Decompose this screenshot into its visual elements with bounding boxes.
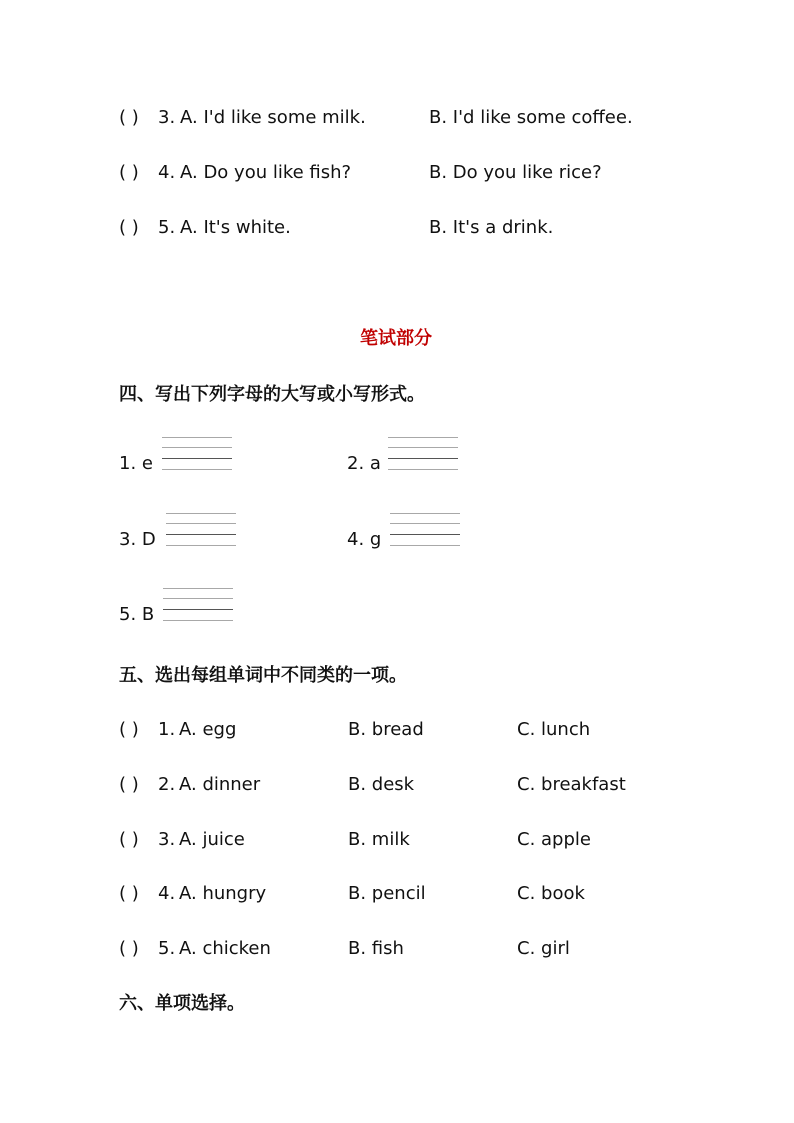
letter-label: 5. B [119,604,155,625]
writing-lines[interactable] [390,513,460,546]
writing-lines[interactable] [162,437,232,470]
question-number: 3. [158,829,176,850]
option-a: A. dinner [179,774,261,795]
section-5-title: 五、选出每组单词中不同类的一项。 [119,665,407,686]
option-b: B. desk [348,774,415,795]
question-number: 1. [158,719,176,740]
question-number: 5. [158,938,176,959]
answer-blank[interactable]: ( ) [119,217,139,238]
option-c: C. book [517,883,585,904]
answer-blank[interactable]: ( ) [119,719,139,740]
option-a: A. I'd like some milk. [180,107,366,128]
option-b: B. Do you like rice? [429,162,602,183]
answer-blank[interactable]: ( ) [119,774,139,795]
letter-label: 1. e [119,453,153,474]
option-b: B. I'd like some coffee. [429,107,633,128]
option-b: B. milk [348,829,410,850]
option-a: A. Do you like fish? [180,162,352,183]
answer-blank[interactable]: ( ) [119,883,139,904]
letter-label: 3. D [119,529,156,550]
letter-label: 4. g [347,529,382,550]
option-b: B. bread [348,719,424,740]
answer-blank[interactable]: ( ) [119,162,139,183]
question-number: 4. [158,883,176,904]
option-b: B. pencil [348,883,426,904]
option-c: C. apple [517,829,591,850]
option-c: C. lunch [517,719,591,740]
letter-label: 2. a [347,453,381,474]
question-number: 5. [158,217,176,238]
option-a: A. egg [179,719,237,740]
written-part-heading: 笔试部分 [360,328,432,349]
writing-lines[interactable] [388,437,458,470]
section-6-title: 六、单项选择。 [119,993,245,1014]
answer-blank[interactable]: ( ) [119,107,139,128]
option-c: C. breakfast [517,774,626,795]
question-number: 4. [158,162,176,183]
option-a: A. chicken [179,938,271,959]
question-number: 3. [158,107,176,128]
question-number: 2. [158,774,176,795]
option-a: A. juice [179,829,245,850]
option-a: A. It's white. [180,217,291,238]
section-4-title: 四、写出下列字母的大写或小写形式。 [119,384,425,405]
option-b: B. fish [348,938,404,959]
option-c: C. girl [517,938,570,959]
writing-lines[interactable] [166,513,236,546]
option-a: A. hungry [179,883,267,904]
answer-blank[interactable]: ( ) [119,829,139,850]
writing-lines[interactable] [163,588,233,621]
option-b: B. It's a drink. [429,217,554,238]
answer-blank[interactable]: ( ) [119,938,139,959]
